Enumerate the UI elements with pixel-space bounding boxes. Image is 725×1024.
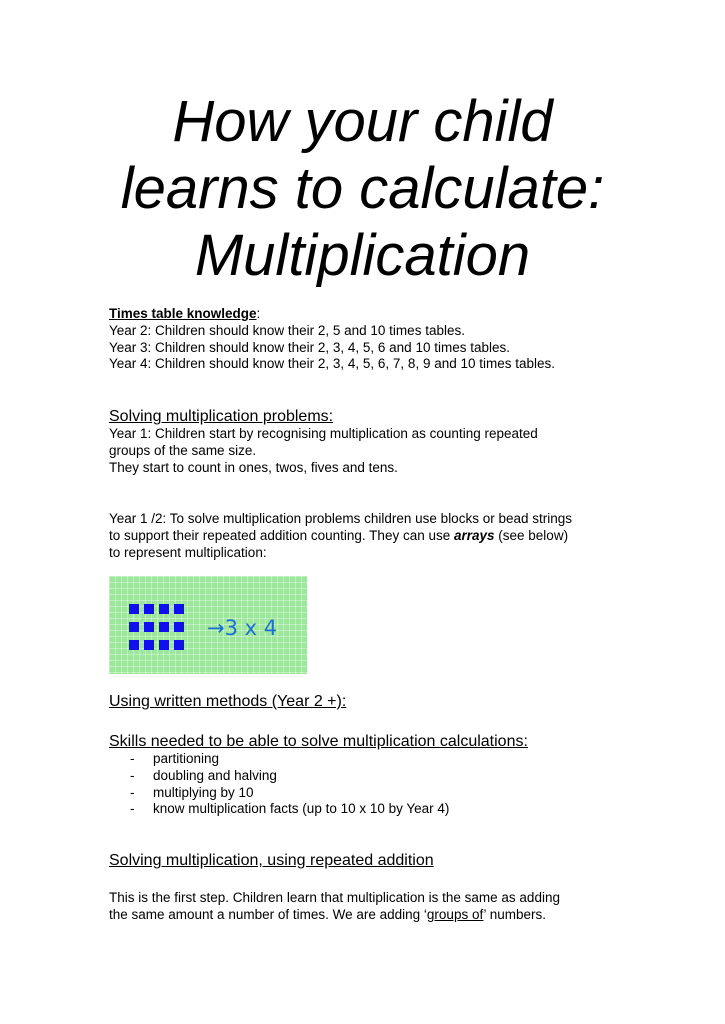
- year12-section: [109, 511, 639, 561]
- solving-line-3: They start to count in ones, twos, fives and tens.: [109, 459, 398, 475]
- list-item: - multiplying by 10: [109, 785, 639, 802]
- title-line-2: learns to calculate:: [120, 156, 605, 221]
- title-line-1: How your child: [172, 89, 553, 154]
- list-item: - partitioning: [109, 751, 639, 768]
- written-section: [109, 692, 639, 711]
- written-heading: Using written methods (Year 2 +):: [109, 693, 347, 710]
- solving-section: [109, 407, 639, 476]
- list-item: - know multiplication facts (up to 10 x 10 by Year 4): [109, 801, 639, 818]
- list-item: - doubling and halving: [109, 768, 639, 785]
- array-label-svg: [109, 576, 307, 674]
- repeated-line-1: This is the first step. Children learn that multiplication is the same as adding: [109, 890, 560, 905]
- skills-heading: Skills needed to be able to solve multiplication calculations:: [109, 733, 528, 750]
- repeated-heading: Solving multiplication, using repeated addition: [109, 852, 434, 869]
- year12-line-2: to support their repeated addition counting. They can use arrays (see below): [109, 527, 569, 543]
- repeated-line-2: the same amount a number of times. We are adding ‘groups of’ numbers.: [109, 906, 546, 922]
- times-table-year4: Year 4: Children should know their 2, 3, 4, 5, 6, 7, 8, 9 and 10 times tables.: [109, 356, 556, 372]
- skills-section: [109, 732, 639, 818]
- solving-heading: Solving multiplication problems:: [109, 408, 334, 425]
- solving-line-1: Year 1: Children start by recognising multiplication as counting repeated: [109, 426, 538, 441]
- array-image: [109, 576, 307, 674]
- repeated-section: [109, 851, 639, 870]
- groups-of-term: groups of: [426, 906, 484, 922]
- times-table-year3: Year 3: Children should know their 2, 3, 4, 5, 6 and 10 times tables.: [109, 339, 510, 355]
- repeated-text: [109, 890, 639, 924]
- year12-line-3: to represent multiplication:: [109, 544, 267, 560]
- page-title: [60, 88, 665, 289]
- arrays-term: arrays: [453, 527, 495, 543]
- array-label: →3 x 4: [207, 616, 278, 640]
- times-table-section: [109, 306, 639, 373]
- year12-line-1: Year 1 /2: To solve multiplication problems children use blocks or bead strings: [109, 511, 572, 526]
- skills-list: [109, 751, 639, 818]
- title-line-3: Multiplication: [194, 223, 531, 288]
- times-table-heading: Times table knowledge:: [109, 306, 261, 321]
- times-table-year2: Year 2: Children should know their 2, 5 and 10 times tables.: [109, 322, 465, 338]
- solving-line-2: groups of the same size.: [109, 442, 257, 458]
